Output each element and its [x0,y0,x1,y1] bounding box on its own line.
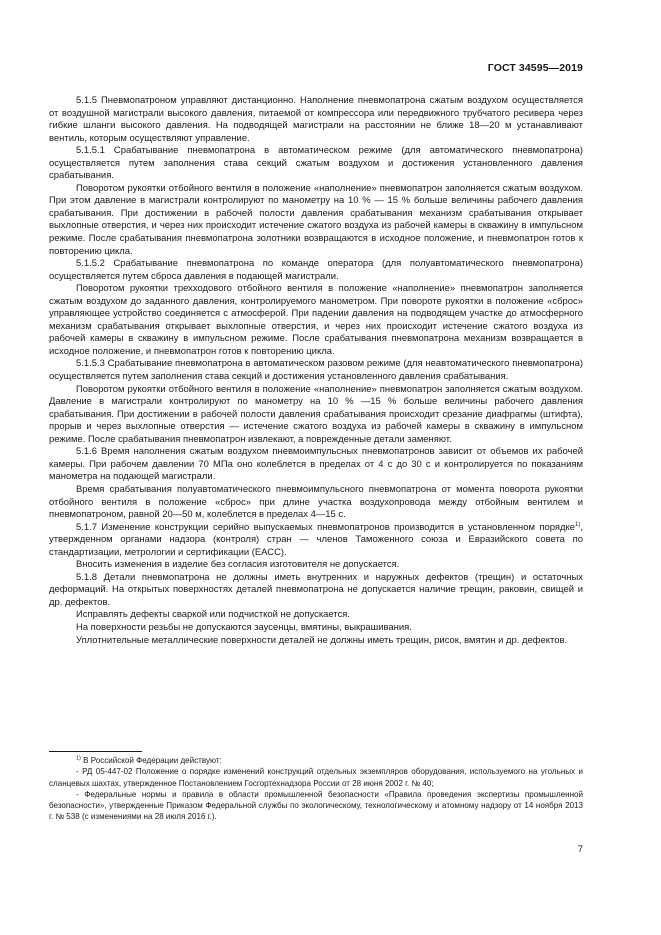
footnotes [49,755,583,823]
paragraph: Уплотнительные металлические поверхности деталей не должны иметь трещин, рисок, вмятин и др. дефектов. [76,634,568,646]
footnote-intro-text: В Российской Федерации действуют: [83,756,222,765]
paragraph-5-1-7 [49,522,583,560]
paragraph-5-1-8: 5.1.8 Детали пневмопатрона не должны иметь внутренних и наружных дефектов (трещин) и остаточных деформаций. На открытых поверхностях деталей пневмопатрона не допускается наличие трещин, раковин, свищей и др. дефектов. [49,571,583,608]
paragraph: Время срабатывания полуавтоматического пневмоимпульсного пневмопатрона от момента поворота рукоятки отбойного вентиля в положение «сброс» при длине участка воздухопровода между отбойным вентилем и пневмопатроном, равной 20—50 м, колеблется в пределах 4—15 с. [49,483,583,521]
paragraph: Поворотом рукоятки отбойного вентиля в положение «наполнение» пневмопатрон заполняется сжатым воздухом. При этом давление в магистрали контролируют по манометру на 10 % — 15 % больше величины рабочего давления срабатывания. При достижении в рабочей полости давления срабатывания механизм срабатывания открывает выхлопные отверстия, и через них происходит истечение сжатого воздуха из рабочей камеры в скважину в импульсном режиме. После срабатывания пневмопатрона золотники возвращаются в исходное положение, и пневмопатрон готов к повторению цикла. [49,182,583,257]
paragraph-5-1-5: 5.1.5 Пневмопатроном управляют дистанционно. Наполнение пневмопатрона сжатым воздухом осуществляется от воздушной магистрали высокого давления, питаемой от компрессора или передвижного трубчатого ресивера через гибкие шланги высокого давления. На подводящей магистрали на расстоянии не ближе 18—20 м устанавливают вентиль, которым осуществляют управление. [49,95,583,144]
footnote-reference[interactable]: 1) [575,521,581,528]
paragraph-5-1-5-3: 5.1.5.3 Срабатывание пневмопатрона в автоматическом разовом режиме (для неавтоматического пневмопатрона) осуществляется путем заполнения става секций и достижения установленного давления срабатывания. [49,358,583,383]
main-text [49,95,583,647]
paragraph-5-1-6: 5.1.6 Время наполнения сжатым воздухом пневмоимпульсных пневмопатронов зависит от объемов их рабочей камеры. При рабочем давлении 70 МПа оно колеблется в пределах от 4 с до 30 с и контролируется по показаниям манометра на подающей магистрали. [49,446,583,483]
paragraph-5-1-5-2: 5.1.5.2 Срабатывание пневмопатрона по команде оператора (для полуавтоматического пневмопатрона) осуществляется путем сброса давления в подающей магистрали. [49,258,583,282]
footnote-intro [49,755,583,766]
footnote-item: - РД 05-447-02 Положение о порядке изменений конструкций отдельных экземпляров оборудования, используемого на угольных и сланцевых шахтах, утвержденное Постановлением Госгортехнадзора России от 28 июня 2002 г. № 40; [49,767,583,788]
paragraph: Исправлять дефекты сваркой или подчисткой не допускается. [76,609,351,621]
paragraph: На поверхности резьбы не допускаются заусенцы, вмятины, выкрашивания. [76,621,412,633]
paragraph-5-1-5-1: 5.1.5.1 Срабатывание пневмопатрона в автоматическом режиме (для автоматического пневмопатрона) осуществляется путем заполнения става секций сжатым воздухом и достижения установленного давления срабатывания. [49,145,583,182]
paragraph-text: , утвержденном органами надзора (контроля) стран — членов Таможенного союза и Евразийского совета по стандартизации, метрологии и сертификации (ЕАСС). [49,521,583,558]
footnote-divider [49,751,142,752]
paragraph-text: 5.1.7 Изменение конструкции серийно выпускаемых пневмопатронов производится в установленном порядке [76,521,576,533]
paragraph: Вносить изменения в изделие без согласия изготовителя не допускается. [76,559,400,571]
footnote-item: - Федеральные нормы и правила в области промышленной безопасности «Правила проведения экспертизы промышленной безопасности», утвержденные Приказом Федеральной службы по экологическому, технологическому и атомному надзору от 14 ноября 2013 г. № 538 (с изменениями на 28 июля 2016 г.). [49,789,583,822]
page-number: 7 [577,844,583,855]
document-header: ГОСТ 34595—2019 [487,62,583,74]
paragraph: Поворотом рукоятки отбойного вентиля в положение «наполнение» пневмопатрон заполняется сжатым воздухом. Давление в магистрали контролируют по манометру на 10 % —15 % больше величины рабочего давления срабатывания. При достижении в рабочей полости давления срабатывания происходит срезание диафрагмы (штифта), прорыв и через выхлопные отверстия — истечение сжатого воздуха из рабочей камеры в скважину в импульсном режиме. После срабатывания пневмопатрон извлекают, а поврежденные детали заменяют. [49,383,583,445]
footnote-marker: 1) [76,755,81,762]
paragraph: Поворотом рукоятки трехходового отбойного вентиля в положение «наполнение» пневмопатрон заполняется сжатым воздухом до заданного давления, контролируемого манометром. При повороте рукоятки в положение «сброс» управляющее устройство соединяется с атмосферой. При падении давления на подводящем участке до атмосферного механизм срабатывания открывает выхлопные отверстия, и через них происходит истечение сжатого воздуха из рабочей камеры в скважину в импульсном режиме. После срабатывания пневмопатрона механизм возвращается в исходное положение, и пневмопатрон готов к повторению цикла. [49,283,583,357]
